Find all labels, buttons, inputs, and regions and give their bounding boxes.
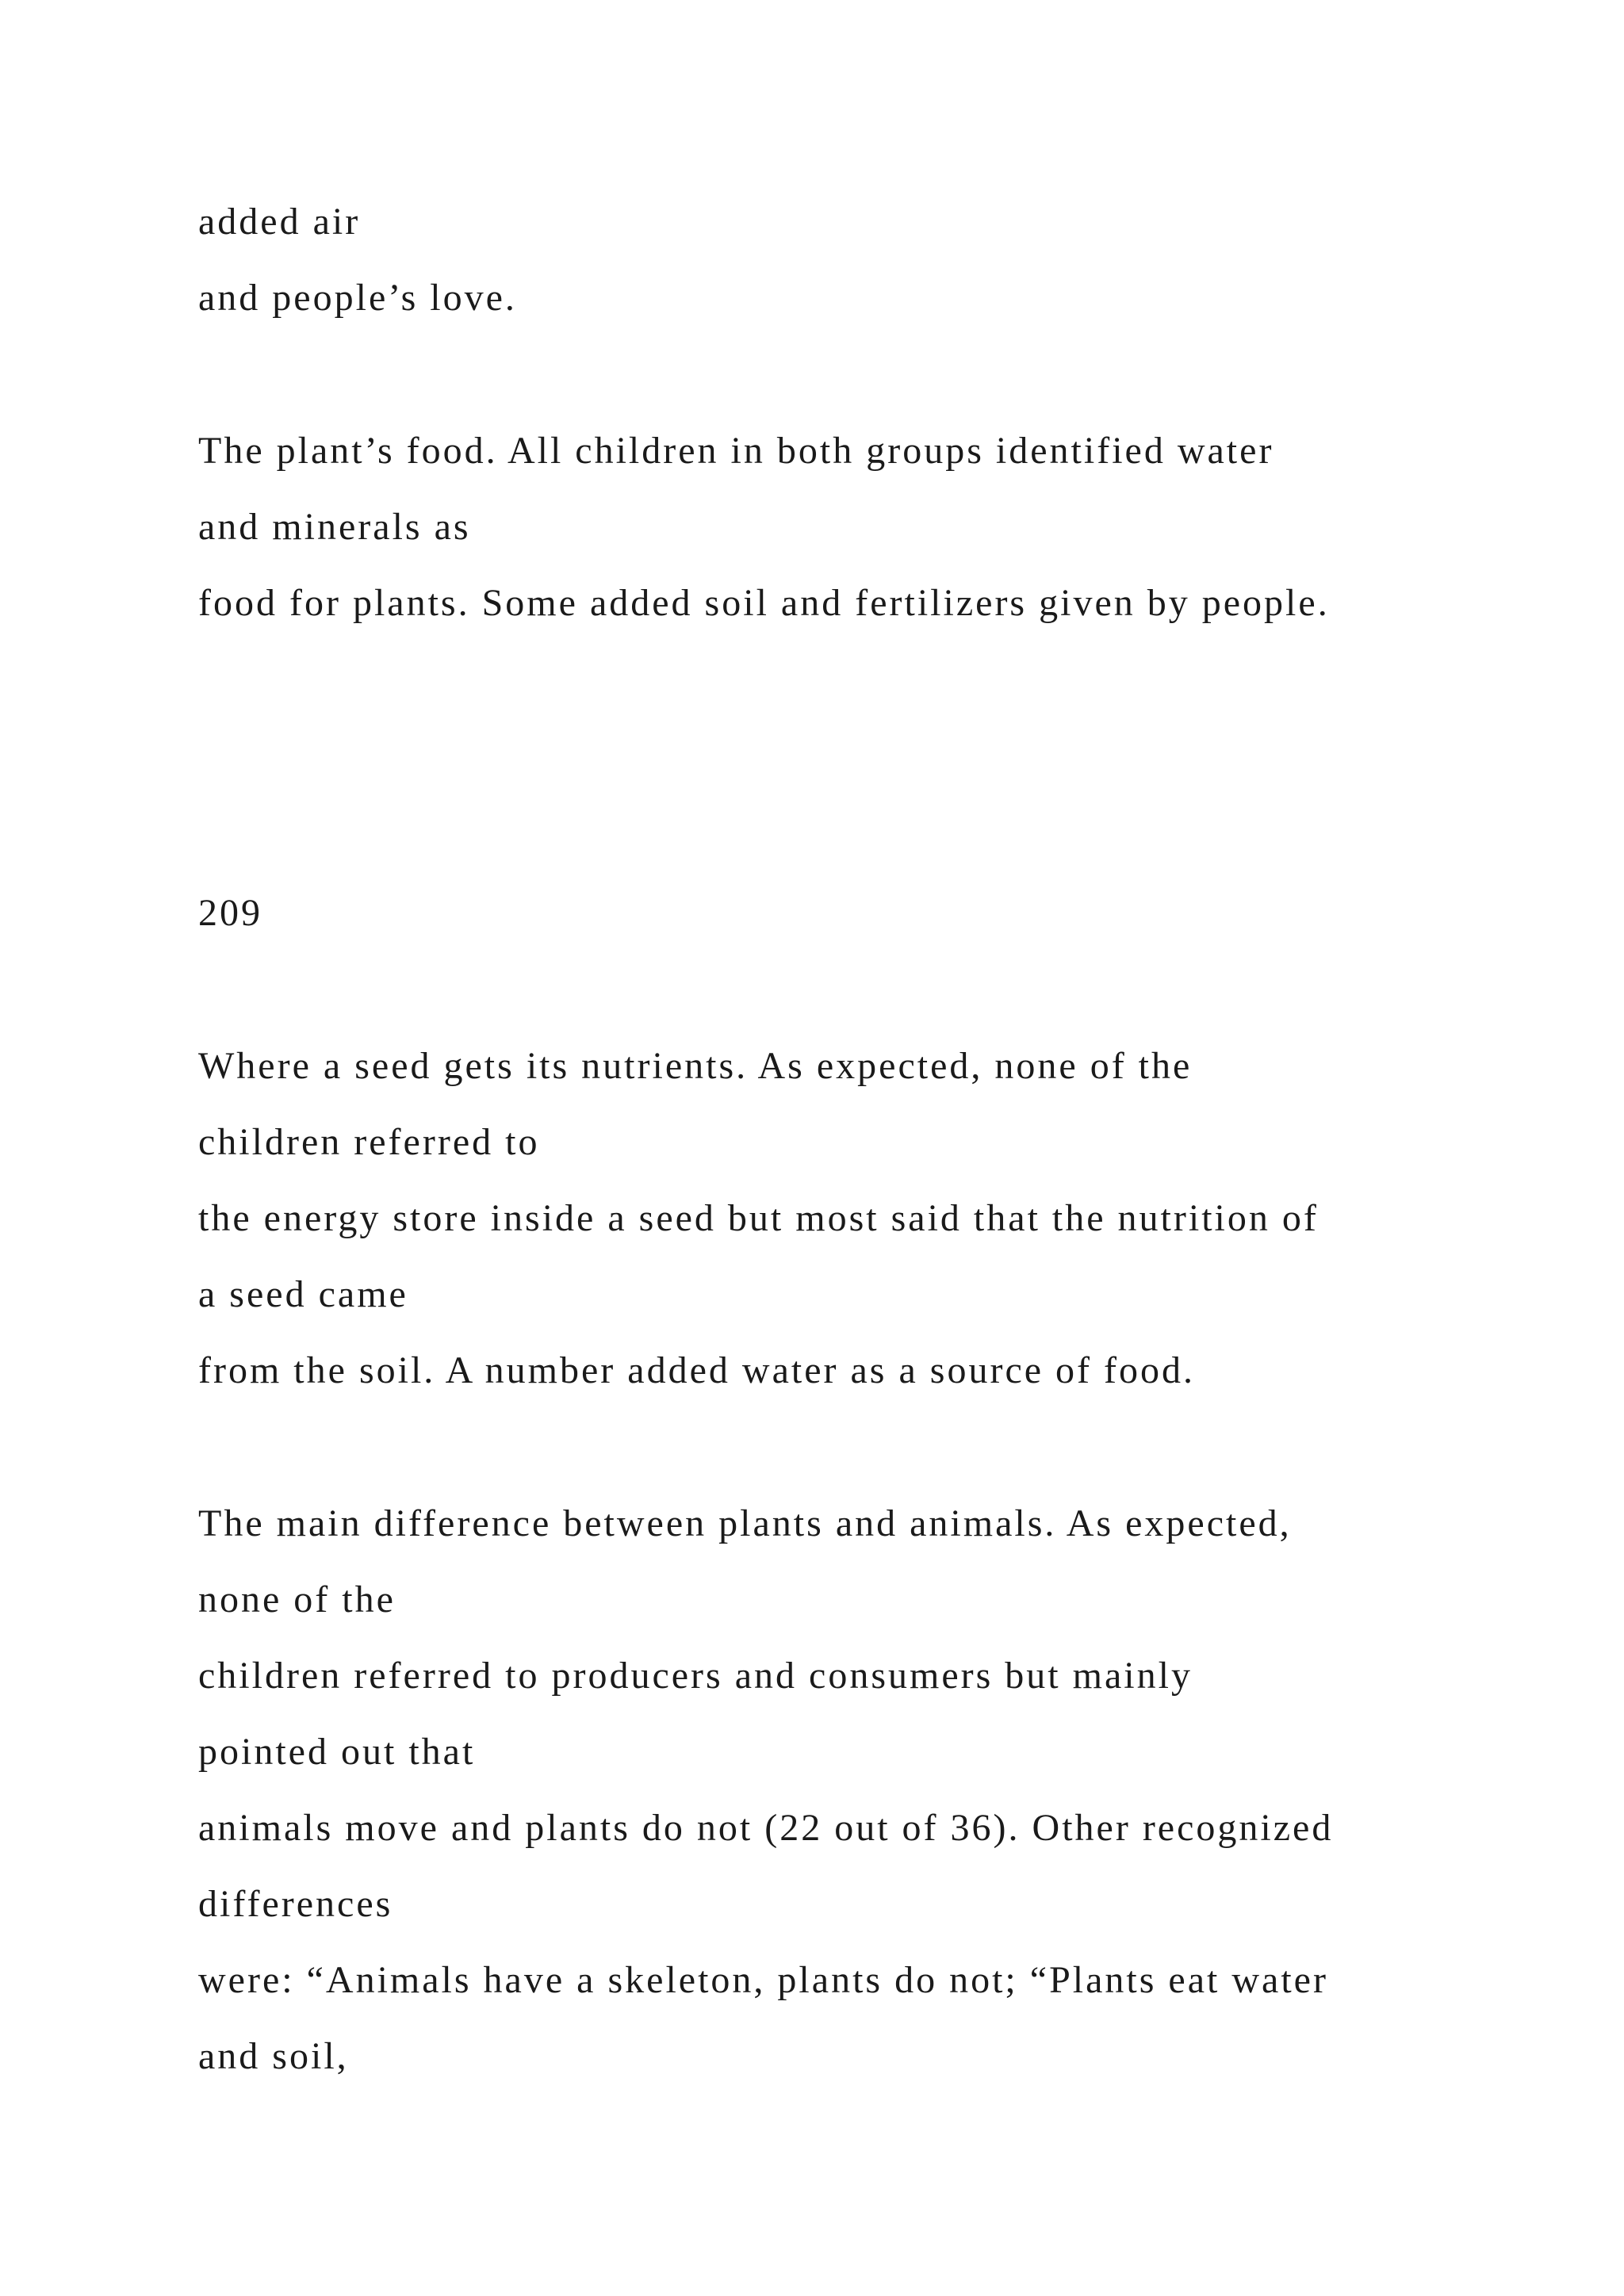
text-line: food for plants. Some added soil and fertilizers given by people. — [198, 582, 1330, 624]
text-line: from the soil. A number added water as a source of food. — [198, 1349, 1196, 1391]
text-line: the energy store inside a seed but most said that the nutrition of — [198, 1197, 1319, 1239]
page-number: 209 — [198, 892, 262, 934]
text-line: The main difference between plants and animals. As expected, — [198, 1502, 1292, 1544]
text-line: a seed came — [198, 1273, 408, 1315]
text-line: were: “Animals have a skeleton, plants do not; “Plants eat water — [198, 1959, 1328, 2001]
text-line: pointed out that — [198, 1731, 476, 1773]
text-line: The plant’s food. All children in both groups identified water — [198, 430, 1274, 472]
text-line: differences — [198, 1883, 393, 1925]
text-line: none of the — [198, 1578, 396, 1621]
text-line: animals move and plants do not (22 out of 36). Other recognized — [198, 1807, 1334, 1849]
text-line: children referred to — [198, 1121, 540, 1163]
text-line: added air — [198, 201, 361, 243]
text-line: and soil, — [198, 2035, 349, 2077]
text-line: and people’s love. — [198, 277, 517, 319]
text-line: and minerals as — [198, 506, 471, 548]
text-line: Where a seed gets its nutrients. As expected, none of the — [198, 1045, 1193, 1087]
text-line: children referred to producers and consumers but mainly — [198, 1655, 1193, 1697]
